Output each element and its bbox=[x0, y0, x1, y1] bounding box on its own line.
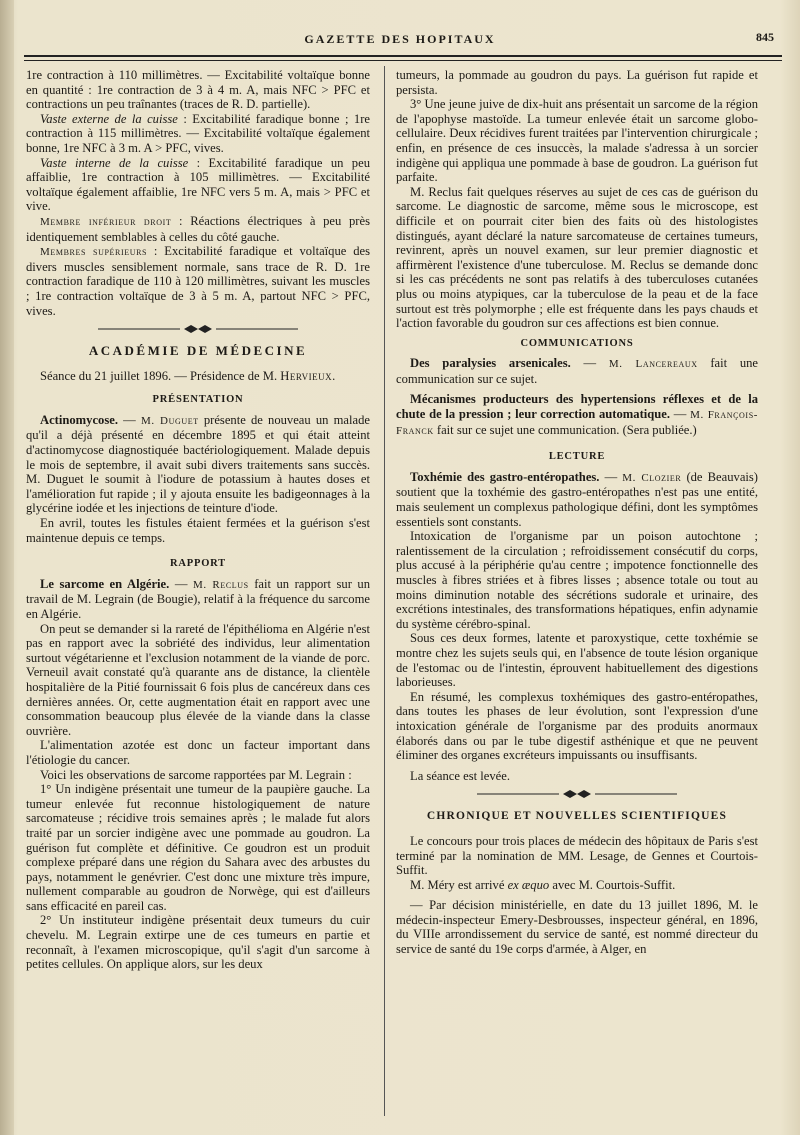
article-text: fait sur ce sujet une communication. (Sera publiée.) bbox=[433, 422, 697, 437]
ornament-divider bbox=[26, 324, 370, 334]
page-number: 845 bbox=[756, 30, 774, 44]
article-toxhemie bbox=[396, 470, 758, 529]
paragraph bbox=[396, 878, 758, 893]
article-title: Toxhémie des gastro-entéropathes. bbox=[410, 469, 600, 484]
author-name: M. Clozier bbox=[622, 471, 682, 484]
paragraph bbox=[26, 214, 370, 244]
paragraph bbox=[26, 112, 370, 156]
article-text: (de Beauvais) soutient que la toxhémie des gastro-entéropathes n'est pas une entité, mais seulement un complexus pathologique défini, dont les symptômes essentiels sont constants. bbox=[396, 469, 758, 529]
article-title: Actinomycose. bbox=[40, 412, 118, 427]
paragraph: Voici les observations de sarcome rapportées par M. Legrain : bbox=[40, 767, 352, 782]
article-title: Des paralysies arsenicales. bbox=[410, 356, 571, 371]
article-title: Le sarcome en Algérie. bbox=[40, 576, 170, 591]
subhead-rapport: RAPPORT bbox=[170, 558, 226, 570]
header-rule-thin bbox=[24, 60, 782, 61]
paragraph: On peut se demander si la rareté de l'épithélioma en Algérie n'est pas en rapport avec la sobriété des individus, leur alimentation surtout végétarienne et l'exclusion notamment de la viande de porc. Verneuil avait constaté qu'à quarante ans de distance, la clientèle hospitalière de la Pitié fournissait 6 fois plus de cancéreux dans ces dernières années. Or, cette augmentation était en rapport avec une consommation beaucoup plus élevée de la viande dans la classe ouvrière. bbox=[26, 621, 370, 738]
seance-line bbox=[26, 369, 370, 384]
subhead-presentation: PRÉSENTATION bbox=[152, 394, 244, 406]
text: M. Méry est arrivé bbox=[410, 877, 508, 892]
paragraph: En résumé, les complexus toxhémiques des gastro-entéropathes, dans toutes les phases de leur évolution, sont l'expression d'une intoxication générale de l'organisme par des produits anormaux élaborés dans ou par le tube digestif asthénique et que ne peuvent éliminer des organes excréteurs impuissants ou insuffisants. bbox=[396, 689, 758, 763]
page-binding-shadow bbox=[0, 0, 14, 1135]
paragraph: 3° Une jeune juive de dix-huit ans présentait un sarcome de la région de l'apophyse mastoïde. La tumeur enlevée était un sarcome globo-cellulaire. Deux récidives furent traitées par l'intervention chirurgicale ; enfin, en présence de ces insuccès, la malade s'adressa à un sorcier indigène qui appliqua une pommade à base de goudron. La guérison fut parfaite. bbox=[396, 97, 758, 185]
dash: — bbox=[670, 407, 691, 422]
paragraph: L'alimentation azotée est donc un facteur important dans l'étiologie du cancer. bbox=[26, 738, 370, 767]
header-rule-thick bbox=[24, 55, 782, 57]
muscle-term: Vaste externe de la cuisse bbox=[40, 111, 178, 126]
president-name: Hervieux bbox=[280, 368, 333, 383]
article-text: présente de nouveau un malade qu'il a déjà présenté en décembre 1895 et qui était atteint d'actinomycose diagnostiquée bactériologiquement. Malade depuis le mois de septembre, il avait subi divers traitements sans succès. M. Duguet le soumit à l'iodure de potassium à hautes doses et l'amélioration fut rapide ; il y ajouta ensuite les badigeonnages à la glycérine iodée et les injections de teinture d'iode. bbox=[26, 412, 370, 516]
seance-levee: La séance est levée. bbox=[410, 768, 510, 783]
muscle-term: Vaste interne de la cuisse bbox=[40, 155, 189, 170]
paragraph: M. Reclus fait quelques réserves au sujet de ces cas de guérison du sarcome. Le diagnostic de sarcome, même sous le microscope, est difficile et on pourrait citer bien des faits où des histologistes distingués, ayant déclaré la nature sarcomateuse de certaines tumeurs, revinrent, après un nouvel examen, sur leur premier diagnostic et affirmèrent l'existence d'une tuberculose. M. Reclus se demande donc si les cas précédents ne sont pas relatifs à des tuberculoses cutanées plus ou moins atypiques, car la tuberculose de la peau et de la face surtout est très polymorphe ; elle est fréquente dans les pays chauds et l'action favorable du goudron sur ces affections est bien connue. bbox=[396, 184, 758, 331]
article-text: fait un rapport sur un travail de M. Legrain (de Bougie), relatif à la fréquence du sarcome en Algérie. bbox=[26, 576, 371, 621]
dash: — bbox=[118, 412, 141, 427]
section-title-chronique: CHRONIQUE ET NOUVELLES SCIENTIFIQUES bbox=[426, 810, 728, 823]
paragraph-text: : Réactions électriques à peu près identiquement semblables à celles du côté gauche. bbox=[26, 213, 370, 244]
paragraph: Sous ces deux formes, latente et paroxystique, cette toxhémie se montre chez les sujets seuls qui, en l'absence de toute lésion organique de l'estomac ou de l'intestin, éprouvent habituellement des digestions laborieuses. bbox=[396, 631, 758, 690]
paragraph-text: : Excitabilité faradique bonne ; 1re contraction à 115 millimètres. — Excitabilité voltaïque également bonne, 1re NFC à 3 m. A > PFC, vives. bbox=[26, 111, 370, 155]
column-divider bbox=[384, 66, 385, 1116]
paragraph bbox=[26, 156, 370, 214]
author-name: M. Duguet bbox=[140, 414, 199, 427]
seance-date: Séance du 21 juillet 1896. — Présidence de M. bbox=[40, 368, 281, 383]
paragraph: tumeurs, la pommade au goudron du pays. La guérison fut rapide et persista. bbox=[396, 68, 758, 97]
article-paralysies bbox=[396, 356, 758, 386]
paragraph: Le concours pour trois places de médecin des hôpitaux de Paris s'est terminé par la nomination de MM. Lesage, de Gennes et Courtois-Suffit. bbox=[396, 833, 758, 878]
dash: — bbox=[570, 356, 609, 371]
article-actinomycose bbox=[26, 413, 370, 516]
seance-end: . bbox=[332, 368, 336, 383]
text: avec M. Courtois-Suffit. bbox=[549, 877, 676, 892]
paragraph: 1° Un indigène présentait une tumeur de la paupière gauche. La tumeur enlevée fut reconnue histologiquement de nature sarcomateuse ; récidive trois semaines après ; le malade fut alors traité par un sorcier indigène avec une pommade au goudron. La guérison fut complète et définitive. Ce goudron est un produit complexe préparé dans une région du Sahara avec des arbustes du pays, notamment le genévrier. C'est donc une mixture très impure, nullement comparable au goudron de Norwège, qui est d'ailleurs sans efficacité en pareil cas. bbox=[26, 782, 370, 913]
article-title: Mécanismes producteurs des hypertensions réflexes et de la chute de la pression ; leur correction automatique. bbox=[396, 392, 758, 422]
author-name: M. Reclus bbox=[192, 578, 249, 591]
article-text: fait une communication sur ce sujet. bbox=[396, 356, 759, 386]
paragraph-text: : Excitabilité faradique et voltaïque des divers muscles sensiblement normale, sans trace de R. D. 1re contraction faradique de 110 à 120 millimètres, suivant les muscles ; 1re contraction voltaïque de 3 à 5 m. A, partout NFC > PFC, vives. bbox=[26, 244, 370, 318]
dash: — bbox=[599, 469, 623, 484]
limb-term: Membre inférieur droit bbox=[40, 215, 172, 228]
paragraph bbox=[26, 244, 370, 318]
paragraph: 1re contraction à 110 millimètres. — Excitabilité voltaïque bonne en quantité : 1re contraction de 3 à 4 m. A, mais NFC > PFC et contractions un peu traînantes (traces de R. D. partielle). bbox=[26, 68, 370, 112]
subhead-lecture: LECTURE bbox=[548, 451, 606, 463]
article-mecanismes bbox=[396, 392, 758, 438]
section-title-academie: ACADÉMIE DE MÉDECINE bbox=[88, 343, 308, 359]
page-header bbox=[20, 26, 780, 52]
ornament-divider bbox=[396, 789, 758, 799]
dash: — bbox=[169, 576, 193, 591]
right-column bbox=[396, 68, 758, 957]
article-sarcome bbox=[26, 577, 370, 622]
paragraph: — Par décision ministérielle, en date du 13 juillet 1896, M. le médecin-inspecteur Emery-Desbrousses, inspecteur général, en 1896, du VIIIe arrondissement du service de santé, est nommé directeur du service de santé du 19e corps d'armée, à Alger, en bbox=[396, 898, 758, 957]
paragraph: 2° Un instituteur indigène présentait deux tumeurs du cuir chevelu. M. Legrain extirpe une de ces tumeurs en partie et reconnaît, à l'examen microscopique, qu'il s'agit d'un sarcome à petites cellules. On applique alors, sur les deux bbox=[26, 913, 370, 972]
running-title: GAZETTE DES HOPITAUX bbox=[304, 32, 496, 46]
subhead-communications: COMMUNICATIONS bbox=[520, 337, 634, 349]
latin-phrase: ex æquo bbox=[507, 877, 550, 892]
left-column bbox=[26, 68, 370, 972]
paragraph: En avril, toutes les fistules étaient fermées et la guérison s'est maintenue depuis ce temps. bbox=[26, 516, 370, 545]
paragraph-text: : Excitabilité faradique un peu affaiblie, 1re contraction à 105 millimètres. — Excitabilité voltaïque également affaiblie, 1re NFC vers 5 m. A, mais > PFC et vive. bbox=[26, 155, 370, 214]
author-name: M. François-Franck bbox=[396, 409, 759, 437]
paragraph: Intoxication de l'organisme par un poison autochtone ; ralentissement de la circulation ; refroidissement consécutif du corps, plus accusé à la périphérie qu'au centre ; impotence fonctionnelle des muscles à fibres striées et à fibres lisses ; absence totale ou tout au moins diminution notable des sécrétions sudorale et urinaire, des excrétions intestinales, des transformations hépatiques, enfin adynamie du système cérébro-spinal. bbox=[396, 529, 758, 631]
limb-term: Membres supérieurs bbox=[40, 246, 148, 259]
author-name: M. Lancereaux bbox=[608, 358, 698, 371]
